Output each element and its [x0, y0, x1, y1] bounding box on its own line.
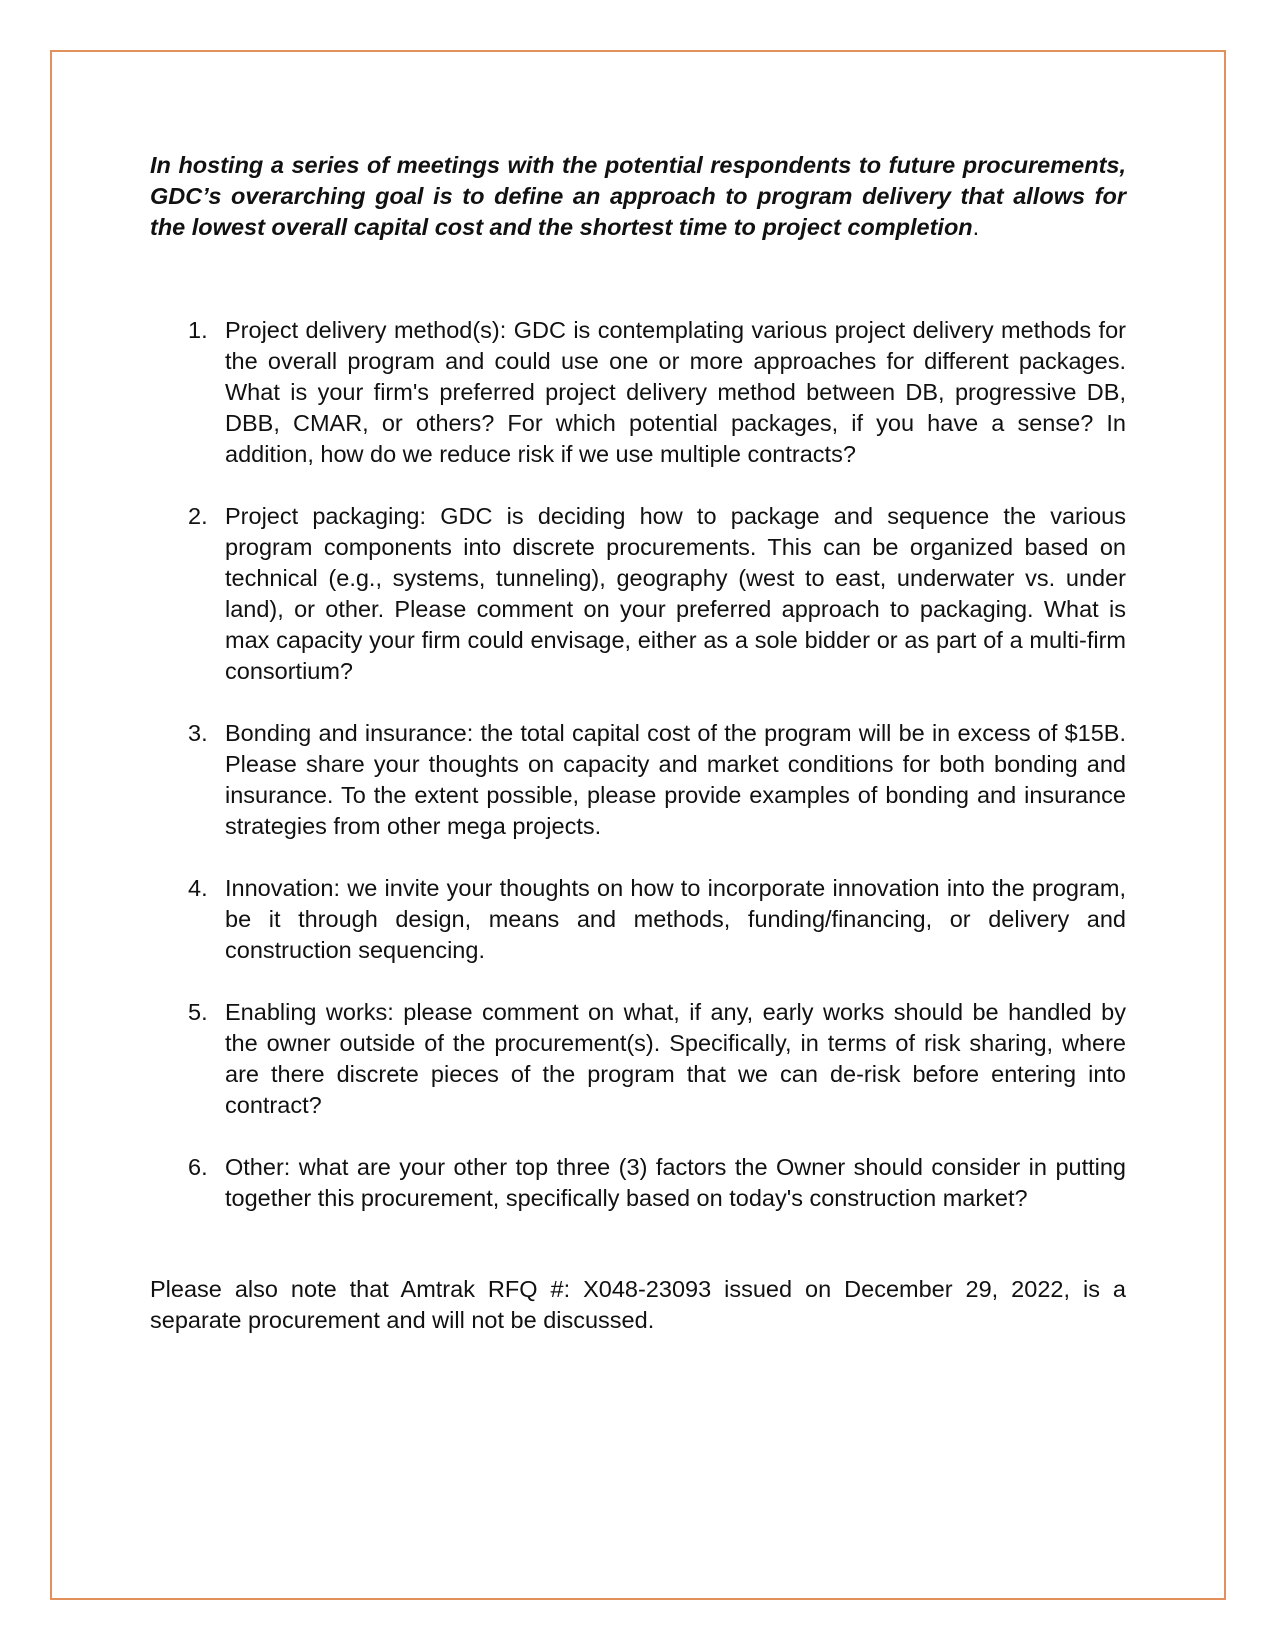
question-number: 3.: [188, 720, 208, 746]
question-item-innovation: [150, 873, 1126, 966]
intro-trailing-period: .: [972, 214, 980, 240]
intro-goal-statement: In hosting a series of meetings with the potential respondents to future procurements, GDC’s overarching goal is to define an approach to program delivery that allows for the lowest overall capital cost and the shortest time to project completion: [150, 152, 1126, 240]
question-number: 2.: [188, 503, 208, 529]
question-text: Project delivery method(s): GDC is contemplating various project delivery methods for the overall program and could use one or more approaches for different packages. What is your firm's preferred project delivery method between DB, progressive DB, DBB, CMAR, or others? For which potential packages, if you have a sense? In addition, how do we reduce risk if we use multiple contracts?: [225, 317, 1126, 467]
intro-paragraph: [150, 150, 1126, 243]
question-number: 6.: [188, 1154, 208, 1180]
question-text: Bonding and insurance: the total capital cost of the program will be in excess of $15B. Please share your thoughts on capacity and market conditions for both bonding and insurance. To the extent possible, please provide examples of bonding and insurance strategies from other mega projects.: [225, 720, 1126, 839]
question-text: Other: what are your other top three (3) factors the Owner should consider in putting together this procurement, specifically based on today's construction market?: [225, 1154, 1126, 1211]
question-text: Innovation: we invite your thoughts on how to incorporate innovation into the program, be it through design, means and methods, funding/financing, or delivery and construction sequencing.: [225, 875, 1126, 963]
question-item-bonding-insurance: [150, 718, 1126, 842]
question-number: 1.: [188, 317, 208, 343]
question-item-other: [150, 1152, 1126, 1214]
question-number: 5.: [188, 999, 208, 1025]
document-content: [150, 150, 1126, 1336]
question-text: Project packaging: GDC is deciding how to package and sequence the various program components into discrete procurements. This can be organized based on technical (e.g., systems, tunneling), geography (west to east, underwater vs. under land), or other. Please comment on your preferred approach to packaging. What is max capacity your firm could envisage, either as a sole bidder or as part of a multi-firm consortium?: [225, 503, 1126, 684]
question-number: 4.: [188, 875, 208, 901]
question-item-delivery-method: [150, 315, 1126, 470]
question-item-packaging: [150, 501, 1126, 687]
question-list: [150, 315, 1126, 1214]
closing-note: Please also note that Amtrak RFQ #: X048-23093 issued on December 29, 2022, is a separate procurement and will not be discussed.: [150, 1276, 1126, 1333]
question-item-enabling-works: [150, 997, 1126, 1121]
question-text: Enabling works: please comment on what, if any, early works should be handled by the owner outside of the procurement(s). Specifically, in terms of risk sharing, where are there discrete pieces of the program that we can de-risk before entering into contract?: [225, 999, 1126, 1118]
